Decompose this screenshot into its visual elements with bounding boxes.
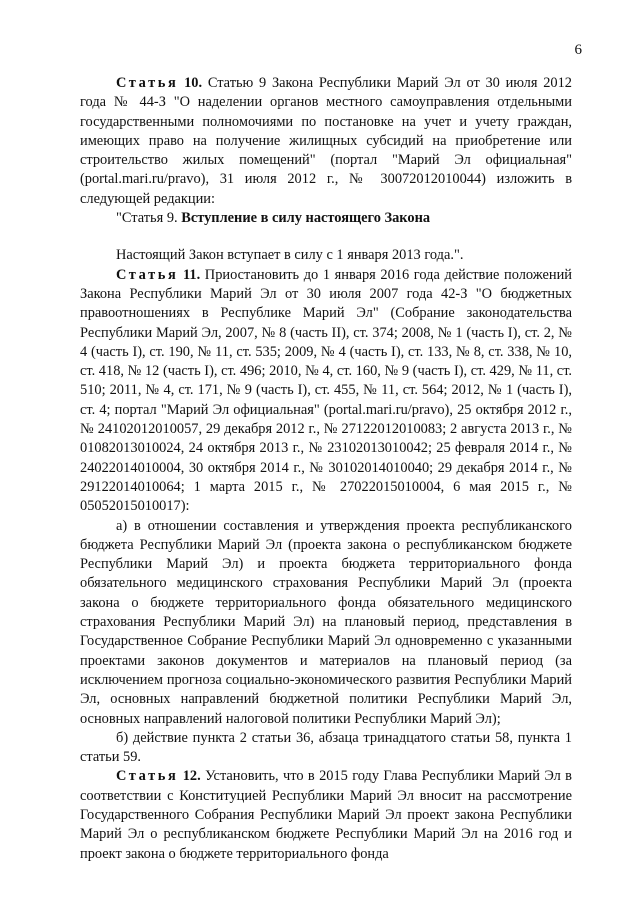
page-number: 6 xyxy=(574,42,582,58)
article-12-number: 12. xyxy=(182,768,201,785)
article-11-item-b: б) действие пункта 2 статьи 36, абзаца тринадцатого статьи 58, пункта 1 статьи 59. xyxy=(80,729,572,766)
article-10 xyxy=(80,74,572,209)
article-12-label: Статья xyxy=(116,768,179,785)
article-10-number: 10. xyxy=(184,75,203,91)
article-11-label: Статья xyxy=(116,266,179,283)
article-11-number: 11. xyxy=(182,266,201,283)
article-12 xyxy=(80,767,572,863)
article-12-text: Установить, что в 2015 году Глава Республики Марий Эл в соответствии с Конституцией Республики Марий Эл вносит на рассмотрение Государственного Собрания Республики Марий Эл проект закона Республики Марий Эл о республиканском бюджете Республики Марий Эл на 2016 год и проект закона о бюджете территориального фонда xyxy=(80,768,572,862)
quote-prefix: "Статья 9. xyxy=(116,210,178,227)
article-11-text: Приостановить до 1 января 2016 года действие положений Закона Республики Марий Эл от 30 июля 2007 года 42-З "О бюджетных правоотношениях в Республике Марий Эл" (Собрание законодательства Республики Марий Эл, 2007, № 8 (часть II), ст. 374; 2008, № 1 (часть I), ст. 2, № 4 (часть I), ст. 190, № 11, ст. 535; 2009, № 4 (часть I), ст. 133, № 8, ст. 338, № 10, ст. 418, № 12 (часть I), ст. 496; 2010, № 4, ст. 160, № 9 (часть I), ст. 429, № 11, ст. 510; 2011, № 4, ст. 171, № 9 (часть I), ст. 455, № 11, ст. 564; 2012, № 1 (часть I), ст. 4; портал "Марий Эл официальная" (portal.mari.ru/pravo), 25 октября 2012 г., № 24102012010057, 29 декабря 2012 г., № 27122012010083; 2 августа 2013 г., № 01082013010024, 24 октября 2013 г., № 23102013010042; 25 февраля 2014 г., № 24022014010004, 30 октября 2014 г., № 30102014010040; 29 декабря 2014 г., № 29122014010064; 1 марта 2015 г., № 27022015010004, 6 мая 2015 г., № 05052015010017): xyxy=(80,266,572,515)
article-10-quote-body: Настоящий Закон вступает в силу с 1 января 2013 года.". xyxy=(116,247,464,264)
quote-title: Вступление в силу настоящего Закона xyxy=(181,210,431,227)
document-body xyxy=(80,74,572,864)
article-10-text: Статью 9 Закона Республики Марий Эл от 30 июля 2012 года № 44-З "О наделении органов местного самоуправления отдельными государственными полномочиями по постановке на учет и учету граждан, имеющих право на получение жилищных субсидий на приобретение или строительство жилых помещений" (портал "Марий Эл официальная" (portal.mari.ru/pravo), 31 июля 2012 г., № 30072012010044) изложить в следующей редакции: xyxy=(80,75,572,207)
article-11 xyxy=(80,266,572,517)
article-10-label: Статья xyxy=(116,75,179,91)
article-10-quote-heading xyxy=(80,209,572,228)
article-11-item-a: а) в отношении составления и утверждения проекта республиканского бюджета Республики Марий Эл (проекта закона о республиканском бюджете Республики Марий Эл) и проекта бюджета территориального фонда обязательного медицинского страхования Республики Марий Эл (проекта закона о бюджете территориального фонда обязательного медицинского страхования Республики Марий Эл) на плановый период, представления в Государственное Собрание Республики Марий Эл одновременно с указанными проектами законов документов и материалов на плановый период (за исключением прогноза социально-экономического развития Республики Марий Эл, основных направлений бюджетной политики Республики Марий Эл, основных направлений налоговой политики Республики Марий Эл); xyxy=(80,517,572,727)
